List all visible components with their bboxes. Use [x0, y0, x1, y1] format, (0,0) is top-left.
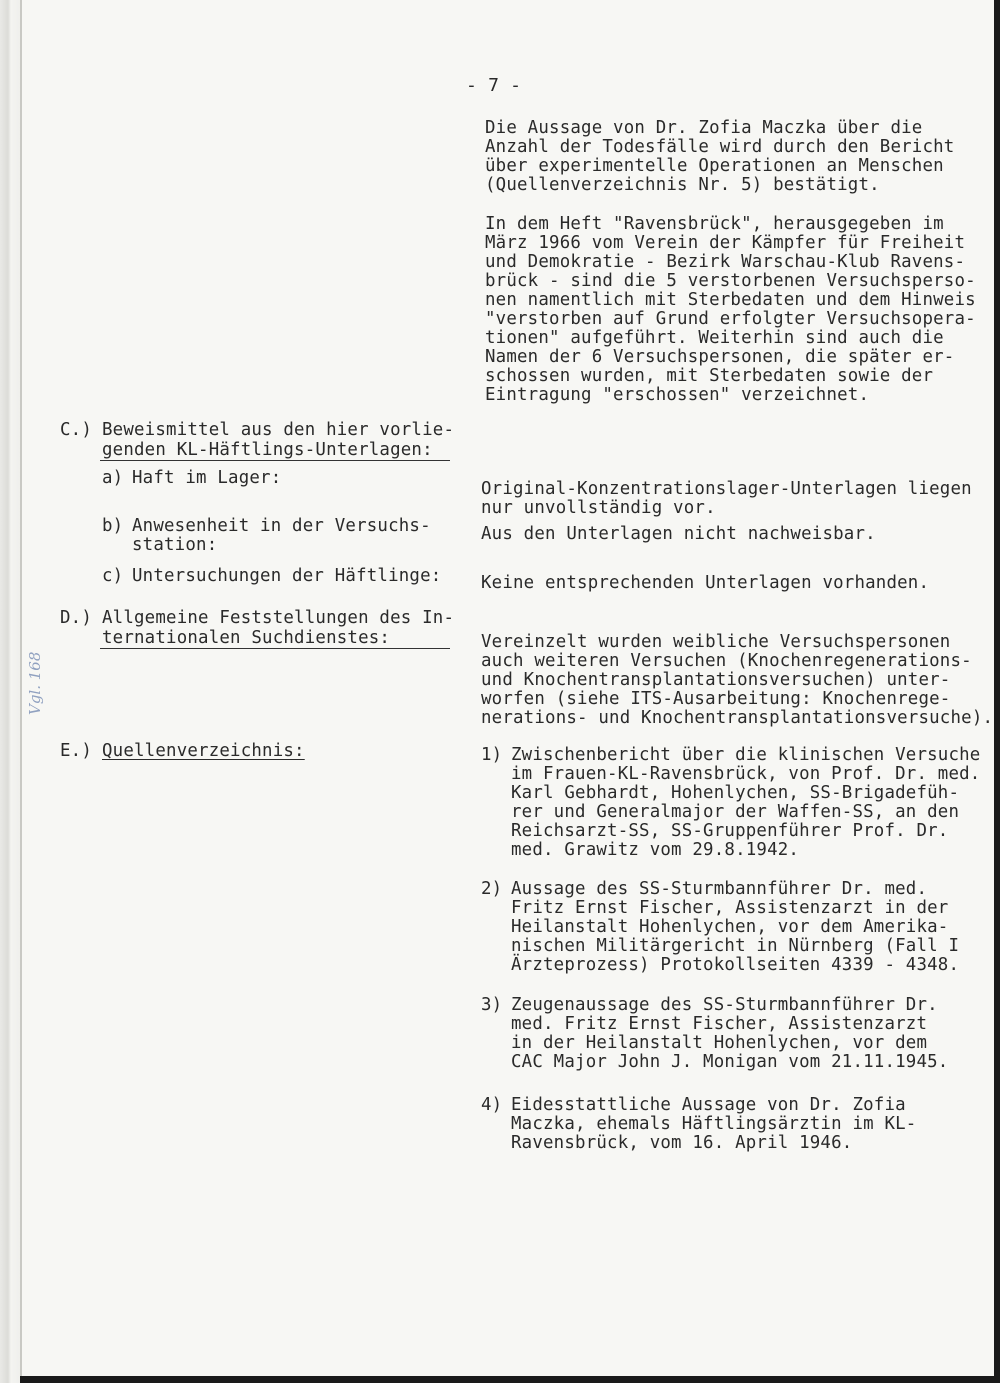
- section-marker: E.): [60, 741, 93, 761]
- item-question: Untersuchungen der Häftlinge:: [132, 566, 442, 586]
- item-answer: Original-Konzentrationslager-Unterlagen liegen: [481, 479, 972, 499]
- source-number: 3): [481, 995, 503, 1015]
- source-line: nischen Militärgericht in Nürnberg (Fall I: [511, 936, 960, 956]
- item-label: b): [102, 516, 124, 536]
- text-line: März 1966 vom Verein der Kämpfer für Freiheit: [485, 233, 966, 253]
- text-line: Namen der 6 Versuchspersonen, die später er-: [485, 347, 955, 367]
- text-line: über experimentelle Operationen an Menschen: [485, 156, 944, 176]
- section-heading: Quellenverzeichnis:: [102, 741, 305, 761]
- heading-underline: [100, 648, 450, 649]
- section-marker: C.): [60, 420, 93, 440]
- source-line: rer und Generalmajor der Waffen-SS, an den: [511, 802, 960, 822]
- text-line: auch weiteren Versuchen (Knochenregenerations-: [481, 651, 972, 671]
- item-answer: nur unvollständig vor.: [481, 498, 716, 518]
- source-line: Heilanstalt Hohenlychen, vor dem Amerika-: [511, 917, 949, 937]
- section-heading: Allgemeine Feststellungen des In-: [102, 608, 455, 628]
- text-line: tionen" aufgeführt. Weiterhin sind auch die: [485, 328, 944, 348]
- source-line: im Frauen-KL-Ravensbrück, von Prof. Dr. med.: [511, 764, 981, 784]
- section-heading: genden KL-Häftlings-Unterlagen:: [102, 440, 433, 460]
- text-line: schossen wurden, mit Sterbedaten sowie der: [485, 366, 934, 386]
- text-line: Vereinzelt wurden weibliche Versuchspersonen: [481, 632, 951, 652]
- text-line: Anzahl der Todesfälle wird durch den Bericht: [485, 137, 955, 157]
- source-line: Zeugenaussage des SS-Sturmbannführer Dr.: [511, 995, 938, 1015]
- section-heading: ternationalen Suchdienstes:: [102, 628, 391, 648]
- source-line: Zwischenbericht über die klinischen Versuche: [511, 745, 981, 765]
- source-line: Eidesstattliche Aussage von Dr. Zofia: [511, 1095, 906, 1115]
- page-number: - 7 -: [466, 75, 522, 96]
- source-line: in der Heilanstalt Hohenlychen, vor dem: [511, 1033, 928, 1053]
- text-line: und Knochentransplantationsversuchen) unter-: [481, 670, 951, 690]
- section-marker: D.): [60, 608, 93, 628]
- item-answer: Aus den Unterlagen nicht nachweisbar.: [481, 524, 876, 544]
- source-line: med. Fritz Ernst Fischer, Assistenzarzt: [511, 1014, 928, 1034]
- source-line: Maczka, ehemals Häftlingsärztin im KL-: [511, 1114, 917, 1134]
- source-line: Karl Gebhardt, Hohenlychen, SS-Brigadefüh-: [511, 783, 960, 803]
- source-line: CAC Major John J. Monigan vom 21.11.1945.: [511, 1052, 949, 1072]
- text-line: (Quellenverzeichnis Nr. 5) bestätigt.: [485, 175, 880, 195]
- document-page: [20, 0, 994, 1376]
- item-question: Haft im Lager:: [132, 468, 282, 488]
- item-question: station:: [132, 535, 218, 555]
- source-number: 2): [481, 879, 503, 899]
- text-line: worfen (siehe ITS-Ausarbeitung: Knochenrege-: [481, 689, 951, 709]
- item-question: Anwesenheit in der Versuchs-: [132, 516, 431, 536]
- source-line: Fritz Ernst Fischer, Assistenzarzt in der: [511, 898, 949, 918]
- source-line: Ravensbrück, vom 16. April 1946.: [511, 1133, 853, 1153]
- handwritten-margin-note: Vgl. 168: [26, 651, 44, 715]
- text-line: und Demokratie - Bezirk Warschau-Klub Ravens-: [485, 252, 966, 272]
- text-line: nerations- und Knochentransplantationsversuche).: [481, 708, 994, 728]
- item-answer: Keine entsprechenden Unterlagen vorhanden.: [481, 573, 930, 593]
- text-line: Die Aussage von Dr. Zofia Maczka über die: [485, 118, 923, 138]
- text-line: nen namentlich mit Sterbedaten und dem Hinweis: [485, 290, 976, 310]
- text-line: brück - sind die 5 verstorbenen Versuchsperso-: [485, 271, 976, 291]
- source-number: 1): [481, 745, 503, 765]
- item-label: c): [102, 566, 124, 586]
- source-line: Aussage des SS-Sturmbannführer Dr. med.: [511, 879, 928, 899]
- source-line: Ärzteprozess) Protokollseiten 4339 - 4348.: [511, 955, 960, 975]
- heading-underline: [100, 460, 450, 461]
- source-line: med. Grawitz vom 29.8.1942.: [511, 840, 800, 860]
- text-line: "verstorben auf Grund erfolgter Versuchsopera-: [485, 309, 976, 329]
- text-line: Eintragung "erschossen" verzeichnet.: [485, 385, 870, 405]
- source-number: 4): [481, 1095, 503, 1115]
- item-label: a): [102, 468, 124, 488]
- source-line: Reichsarzt-SS, SS-Gruppenführer Prof. Dr.: [511, 821, 949, 841]
- binding-edge: [0, 0, 20, 1383]
- text-line: In dem Heft "Ravensbrück", herausgegeben im: [485, 214, 944, 234]
- section-heading: Beweismittel aus den hier vorlie-: [102, 420, 455, 440]
